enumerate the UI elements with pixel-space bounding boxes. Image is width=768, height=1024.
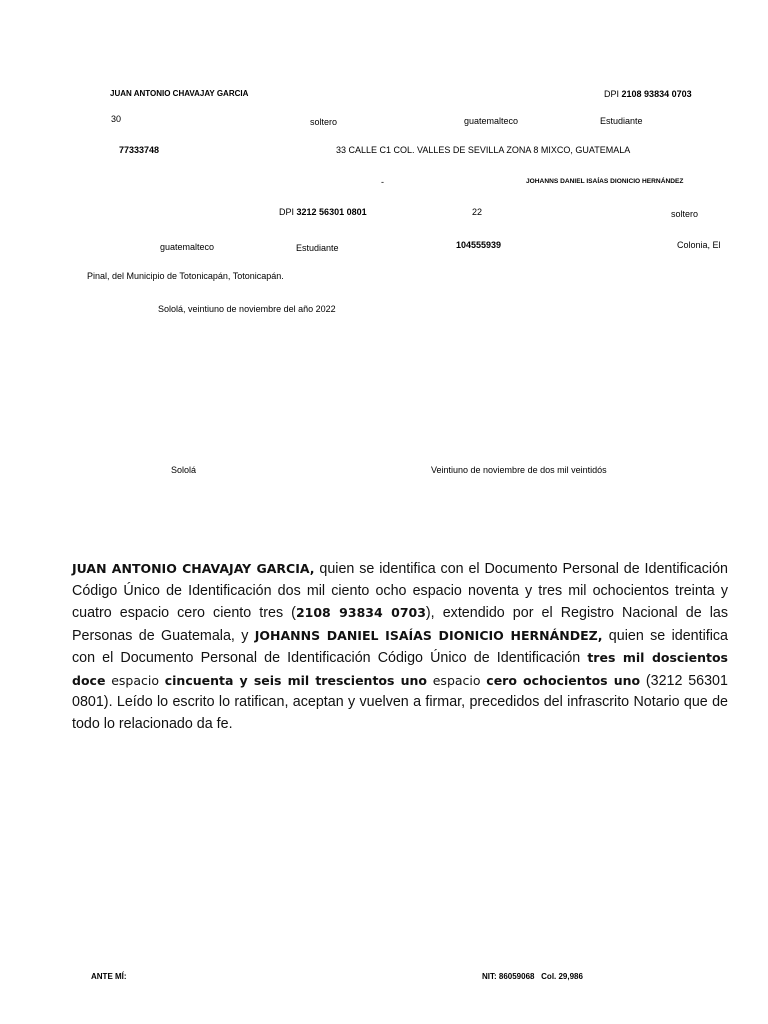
party2-age: 22 — [472, 207, 483, 217]
place-and-date: Sololá, veintiuno de noviembre del año 2022 — [158, 304, 336, 314]
party2-status: soltero — [671, 209, 699, 219]
party1-status: soltero — [310, 117, 338, 127]
party2-address-start: Colonia, El — [677, 240, 721, 250]
party1-occupation: Estudiante — [600, 116, 643, 126]
paragraph-name1: JUAN ANTONIO CHAVAJAY GARCIA, — [72, 561, 315, 576]
party2-address-continued: Pinal, del Municipio de Totonicapán, Totonicapán. — [87, 271, 284, 281]
paragraph-words1: tres mil doscientos doce — [72, 650, 728, 688]
paragraph-text: quien se identifica con el Documento Personal de Identificación Código Único de Identificación — [72, 627, 728, 666]
party1-dpi — [604, 89, 692, 100]
dpi-label: DPI — [279, 207, 295, 217]
party2-dpi-number: 3212 56301 0801 — [296, 207, 367, 217]
paragraph-words2: cincuenta y seis mil trescientos uno — [164, 672, 427, 688]
dpi-label: DPI — [604, 89, 620, 99]
date-in-words: Veintiuno de noviembre de dos mil veintidós — [431, 465, 607, 475]
acknowledgement-paragraph — [72, 558, 728, 735]
party1-nationality: guatemalteco — [464, 116, 519, 126]
paragraph-text: quien se identifica con el Documento Personal de Identificación Código Único de Identificación dos mil ciento ocho espacio noventa y tres mil ochocientos treinta y cuatro espacio cero ciento tres ( — [72, 561, 728, 621]
paragraph-text: ), extendido por el Registro Nacional de las Personas de Guatemala, y — [72, 605, 728, 644]
party1-phone: 77333748 — [119, 145, 160, 155]
paragraph-text: espacio — [105, 672, 165, 688]
paragraph-name2: JOHANNS DANIEL ISAÍAS DIONICIO HERNÁNDEZ, — [254, 627, 603, 643]
party1-dpi-number: 2108 93834 0703 — [621, 89, 692, 99]
paragraph-text: espacio — [426, 672, 487, 688]
separator-dash: - — [381, 177, 384, 187]
paragraph-words3: cero ochocientos uno — [486, 672, 641, 688]
ante-mi-label: ANTE MÍ: — [91, 972, 127, 981]
place: Sololá — [171, 465, 197, 475]
notary-nit: NIT: 86059068 Col. 29,986 — [482, 972, 583, 981]
party1-address: 33 CALLE C1 COL. VALLES DE SEVILLA ZONA 8 MIXCO, GUATEMALA — [336, 145, 631, 155]
party1-name: JUAN ANTONIO CHAVAJAY GARCIA — [110, 89, 249, 98]
party2-occupation: Estudiante — [296, 243, 339, 253]
party2-nationality: guatemalteco — [160, 242, 215, 252]
party2-phone: 104555939 — [456, 240, 502, 250]
party2-dpi — [279, 207, 367, 218]
paragraph-text: (3212 56301 0801). Leído lo escrito lo ratifican, aceptan y vuelven a firmar, precedidos del infrascrito Notario que de todo lo relacionado da fe. — [72, 672, 728, 732]
party2-name: JOHANNS DANIEL ISAÍAS DIONICIO HERNÁNDEZ — [526, 178, 684, 185]
paragraph-dpi1: 2108 93834 0703 — [295, 605, 426, 620]
party1-age: 30 — [111, 114, 122, 124]
